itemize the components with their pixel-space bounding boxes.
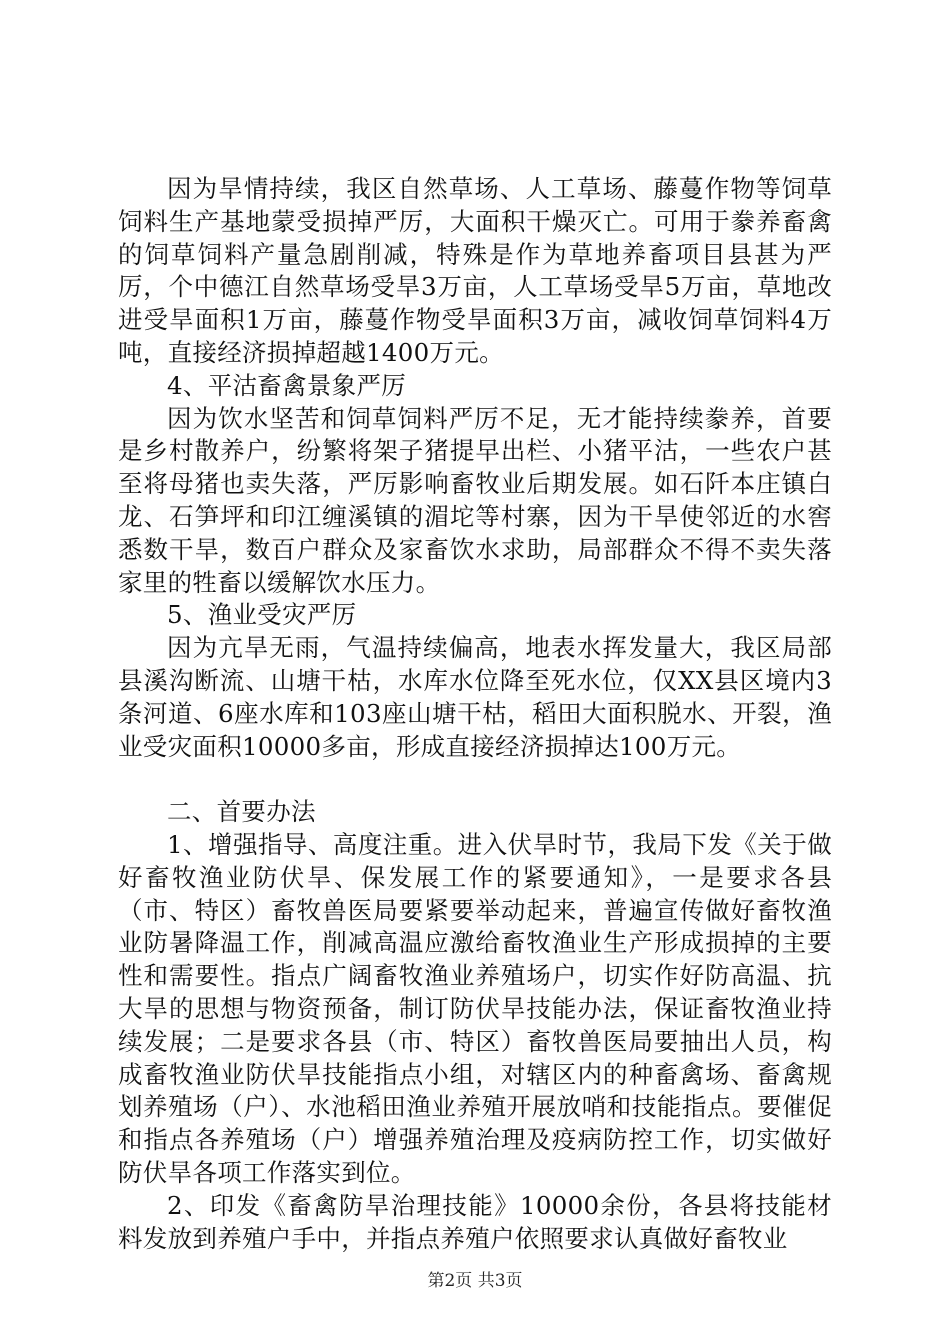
paragraph: 因为亢旱无雨，气温持续偏高，地表水挥发量大，我区局部县溪沟断流、山塘干枯，水库水位降至死水位，仅XX县区境内3条河道、6座水库和103座山塘干枯，稻田大面积脱水、开裂，渔业受灾面积10000多亩，形成直接经济损掉达100万元。 <box>118 633 832 761</box>
document-body <box>118 173 832 1255</box>
paragraph: 2、印发《畜禽防旱治理技能》10000余份，各县将技能材料发放到养殖户手中，并指点养殖户依照要求认真做好畜牧业 <box>118 1190 832 1253</box>
section-heading: 5、渔业受灾严厉 <box>167 600 357 630</box>
section-heading: 二、首要办法 <box>167 797 316 827</box>
section-heading: 4、平沽畜禽景象严厉 <box>167 370 407 400</box>
page-number: 第2页 共3页 <box>427 1271 523 1291</box>
paragraph: 因为饮水坚苦和饲草饲料严厉不足，无才能持续豢养，首要是乡村散养户，纷繁将架子猪提早出栏、小猪平沽，一些农户甚至将母猪也卖失落，严厉影响畜牧业后期发展。如石阡本庄镇白龙、石笋坪和印江缠溪镇的湄坨等村寨，因为干旱使邻近的水窖悉数干旱，数百户群众及家畜饮水求助，局部群众不得不卖失落家里的牲畜以缓解饮水压力。 <box>118 403 832 597</box>
paragraph: 因为旱情持续，我区自然草场、人工草场、藤蔓作物等饲草饲料生产基地蒙受损掉严厉，大面积干燥灭亡。可用于豢养畜禽的饲草饲料产量急剧削减，特殊是作为草地养畜项目县甚为严厉，个中德江自然草场受旱3万亩，人工草场受旱5万亩，草地改进受旱面积1万亩，藤蔓作物受旱面积3万亩，减收饲草饲料4万吨，直接经济损掉超越1400万元。 <box>118 174 832 367</box>
page-footer <box>0 1271 950 1291</box>
blank-line <box>118 763 832 796</box>
paragraph: 1、增强指导、高度注重。进入伏旱时节，我局下发《关于做好畜牧渔业防伏旱、保发展工作的紧要通知》，一是要求各县（市、特区）畜牧兽医局要紧要举动起来，普遍宣传做好畜牧渔业防暑降温工作，削减高温应激给畜牧渔业生产形成损掉的主要性和需要性。指点广阔畜牧渔业养殖场户，切实作好防高温、抗大旱的思想与物资预备，制订防伏旱技能办法，保证畜牧渔业持续发展；二是要求各县（市、特区）畜牧兽医局要抽出人员，构成畜牧渔业防伏旱技能指点小组，对辖区内的种畜禽场、畜禽规划养殖场（户）、水池稻田渔业养殖开展放哨和技能指点。要催促和指点各养殖场（户）增强养殖治理及疫病防控工作，切实做好防伏旱各项工作落实到位。 <box>118 829 832 1187</box>
